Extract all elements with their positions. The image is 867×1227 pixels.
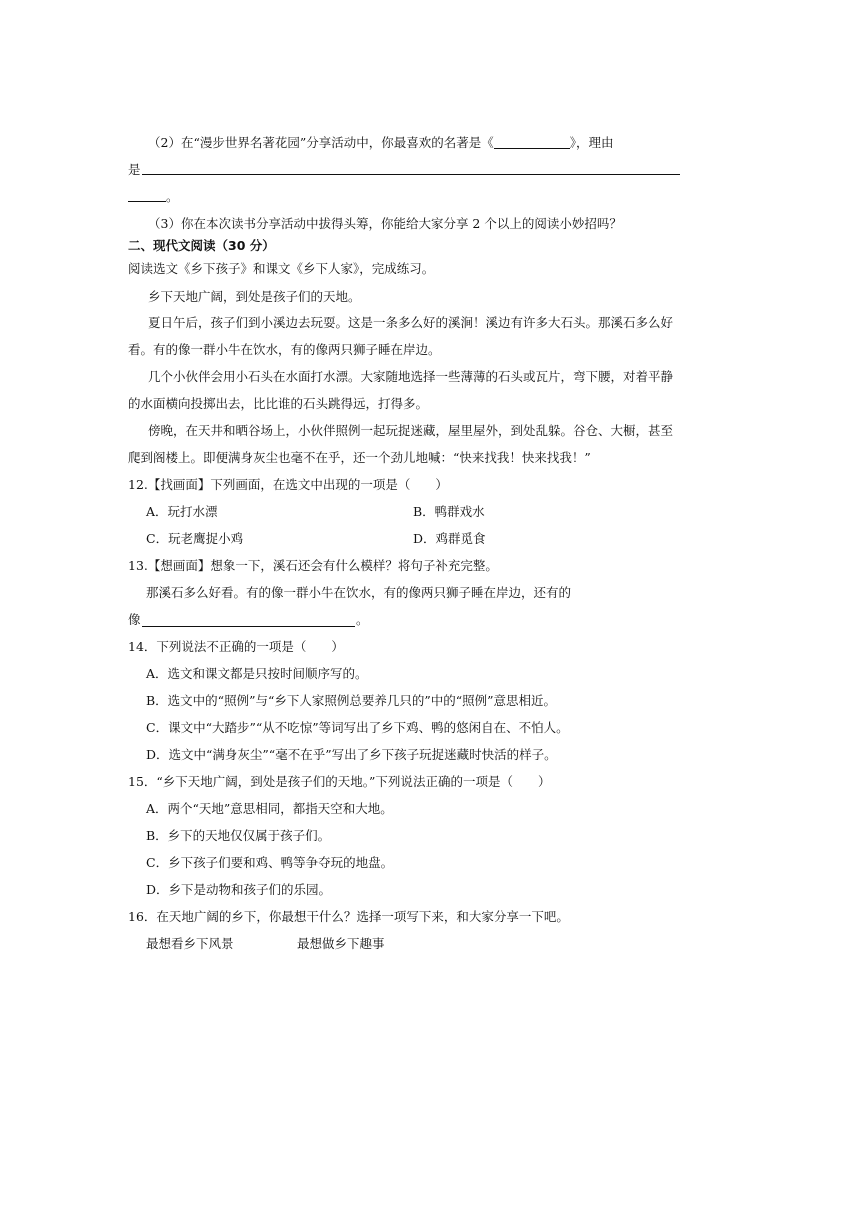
- q14-option-d[interactable]: D．选文中“满身灰尘”“毫不在乎”写出了乡下孩子玩捉迷藏时快活的样子。: [146, 747, 557, 762]
- q13-line2-end: 。: [356, 612, 369, 627]
- q15-option-c[interactable]: C．乡下孩子们要和鸡、鸭等争夺玩的地盘。: [146, 855, 394, 870]
- q2-book-blank[interactable]: [494, 136, 570, 149]
- q16-stem: 16．在天地广阔的乡下，你最想干什么？选择一项写下来，和大家分享一下吧。: [128, 909, 569, 924]
- section2-instruction: 阅读选文《乡下孩子》和课文《乡下人家》，完成练习。: [128, 261, 435, 276]
- q13-line2-label: 像: [128, 612, 141, 627]
- q12-option-b[interactable]: B．鸭群戏水: [413, 504, 485, 519]
- q16-option-fun[interactable]: 最想做乡下趣事: [297, 936, 385, 951]
- q15-option-a[interactable]: A．两个“天地”意思相同，都指天空和大地。: [146, 801, 393, 816]
- passage-line: 的水面横向投掷出去，比比谁的石头跳得远，打得多。: [128, 396, 429, 411]
- q15-option-b[interactable]: B．乡下的天地仅仅属于孩子们。: [146, 828, 331, 843]
- passage-line: 几个小伙伴会用小石头在水面打水漂。大家随地选择一些薄薄的石头或瓦片，弯下腰，对着平静: [148, 369, 674, 384]
- q12-option-a[interactable]: A．玩打水漂: [146, 504, 218, 519]
- passage-line: 夏日午后，孩子们到小溪边去玩耍。这是一条多么好的溪涧！溪边有许多大石头。那溪石多么好: [148, 315, 674, 330]
- q2-line2-label: 是: [128, 162, 141, 177]
- q13-stem: 13.【想画面】想象一下，溪石还会有什么模样？将句子补充完整。: [128, 558, 498, 573]
- q12-option-c[interactable]: C．玩老鹰捉小鸡: [146, 531, 244, 546]
- q16-option-scenery[interactable]: 最想看乡下风景: [146, 936, 234, 951]
- q3-text: （3）你在本次读书分享活动中拔得头筹，你能给大家分享 2 个以上的阅读小妙招吗？: [148, 216, 622, 231]
- passage-line: 傍晚，在天井和晒谷场上，小伙伴照例一起玩捉迷藏，屋里屋外，到处乱躲。谷仓、大橱，甚至: [148, 423, 674, 438]
- q2-reason-line[interactable]: [142, 174, 680, 175]
- q2-line1: [148, 135, 614, 151]
- q2-text-after: 》，理由: [569, 135, 614, 150]
- q15-option-d[interactable]: D．乡下是动物和孩子们的乐园。: [146, 882, 332, 897]
- q14-option-b[interactable]: B．选文中的“照例”与“乡下人家照例总要养几只的”中的“照例”意思相近。: [146, 693, 557, 708]
- q2-reason-line-2[interactable]: [128, 201, 166, 202]
- q13-answer-line[interactable]: [142, 626, 355, 627]
- passage-line: 爬到阁楼上。即便满身灰尘也毫不在乎，还一个劲儿地喊：“快来找我！快来找我！”: [128, 450, 591, 465]
- q2-text-before: （2）在“漫步世界名著花园”分享活动中，你最喜欢的名著是《: [148, 135, 494, 150]
- q12-option-d[interactable]: D．鸡群觅食: [413, 531, 486, 546]
- section2-heading: 二、现代文阅读（30 分）: [128, 238, 275, 253]
- q14-option-a[interactable]: A．选文和课文都是只按时间顺序写的。: [146, 666, 368, 681]
- passage-line: 看。有的像一群小牛在饮水，有的像两只狮子睡在岸边。: [128, 342, 441, 357]
- q14-option-c[interactable]: C．课文中“大踏步”“从不吃惊”等词写出了乡下鸡、鸭的悠闲自在、不怕人。: [146, 720, 569, 735]
- q12-stem: 12.【找画面】下列画面，在选文中出现的一项是（ ）: [128, 477, 448, 492]
- q13-line1: 那溪石多么好看。有的像一群小牛在饮水，有的像两只狮子睡在岸边，还有的: [146, 585, 572, 600]
- q2-line3-end: 。: [166, 189, 179, 204]
- q15-stem: 15．“乡下天地广阔，到处是孩子们的天地。”下列说法正确的一项是（ ）: [128, 774, 551, 789]
- q14-stem: 14．下列说法不正确的一项是（ ）: [128, 639, 344, 654]
- passage-line: 乡下天地广阔，到处是孩子们的天地。: [148, 289, 361, 304]
